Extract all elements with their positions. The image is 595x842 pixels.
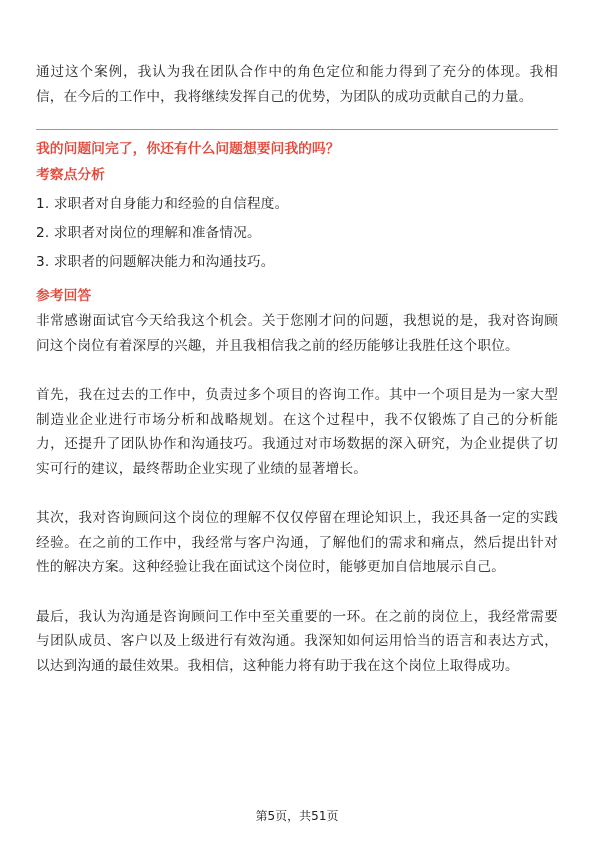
intro-paragraph: 通过这个案例，我认为我在团队合作中的角色定位和能力得到了充分的体现。我相信，在今后的工作中，我将继续发挥自己的优势，为团队的成功贡献自己的力量。 xyxy=(36,64,558,105)
analysis-point: 2. 求职者对岗位的理解和准备情况。 xyxy=(36,225,261,241)
analysis-points-list xyxy=(36,190,558,277)
analysis-heading: 考察点分析 xyxy=(36,167,105,183)
answer-paragraph: 最后，我认为沟通是咨询顾问工作中至关重要的一环。在之前的岗位上，我经常需要与团队成员、客户以及上级进行有效沟通。我深知如何运用恰当的语言和表达方式，以达到沟通的最佳效果。我相信，这种能力将有助于我在这个岗位上取得成功。 xyxy=(36,608,558,674)
answer-paragraph: 其次，我对咨询顾问这个岗位的理解不仅仅停留在理论知识上，我还具备一定的实践经验。在之前的工作中，我经常与客户沟通，了解他们的需求和痛点，然后提出针对性的解决方案。这种经验让我在面试这个岗位时，能够更加自信地展示自己。 xyxy=(36,510,558,575)
answer-paragraph: 非常感谢面试官今天给我这个机会。关于您刚才问的问题，我想说的是，我对咨询顾问这个岗位有着深厚的兴趣，并且我相信我之前的经历能够让我胜任这个职位。 xyxy=(36,313,558,354)
document-page xyxy=(36,0,558,842)
analysis-point: 3. 求职者的问题解决能力和沟通技巧。 xyxy=(36,254,275,270)
page-number-footer: 第5页，共51页 xyxy=(255,809,339,823)
question-title: 我的问题问完了，你还有什么问题想要问我的吗？ xyxy=(36,141,340,157)
section-divider xyxy=(36,129,558,130)
intro-section xyxy=(36,60,558,109)
answer-paragraph: 首先，我在过去的工作中，负责过多个项目的咨询工作。其中一个项目是为一家大型制造业企业进行市场分析和战略规划。在这个过程中，我不仅锻炼了自己的分析能力，还提升了团队协作和沟通技巧。我通过对市场数据的深入研究，为企业提供了切实可行的建议，最终帮助企业实现了业绩的显著增长。 xyxy=(36,387,558,477)
answer-heading: 参考回答 xyxy=(36,288,92,304)
answer-section xyxy=(36,309,558,678)
analysis-point: 1. 求职者对自身能力和经验的自信程度。 xyxy=(36,196,289,212)
